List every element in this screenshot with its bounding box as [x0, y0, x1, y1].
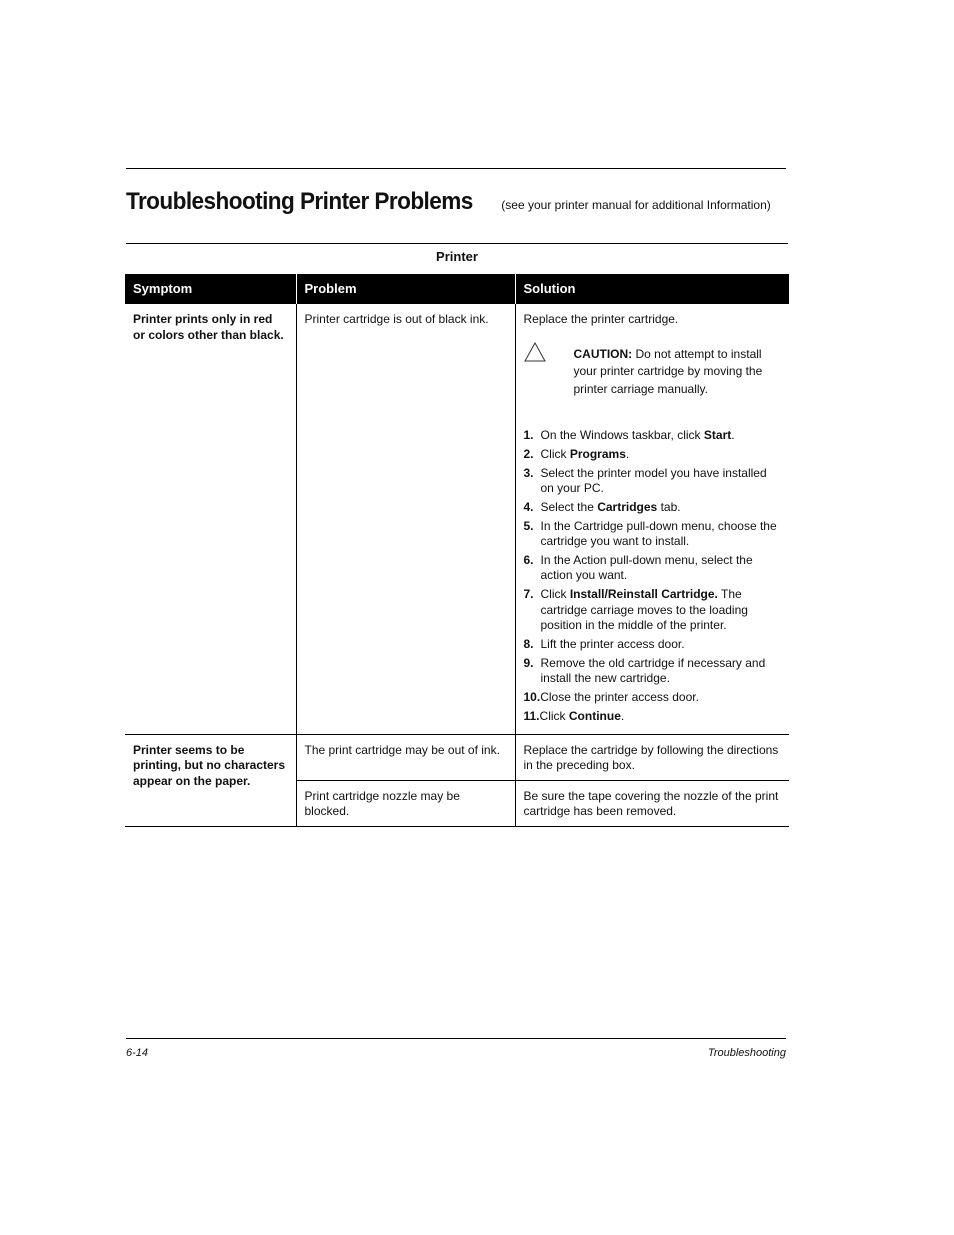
list-item: [524, 656, 782, 687]
list-item: [524, 447, 782, 463]
list-item: [524, 690, 782, 706]
step-number: 8.: [523, 637, 534, 652]
solution-cell: Be sure the tape covering the nozzle of the print cartridge has been removed.: [515, 780, 789, 826]
step-text-tail: .: [620, 708, 625, 723]
step-text-tail: .: [625, 446, 630, 461]
list-item: [524, 553, 782, 584]
caution-label: CAUTION:: [573, 346, 633, 361]
problem-cell: The print cartridge may be out of ink.: [296, 734, 515, 780]
step-text: Click: [540, 446, 570, 461]
page-number: 6-14: [126, 1047, 149, 1059]
symptom-cell: Printer seems to be printing, but no characters appear on the paper.: [125, 734, 296, 826]
list-item: [524, 519, 782, 550]
step-text-tail: tab.: [657, 499, 681, 514]
step-text: Select the printer model you have installed on your PC.: [540, 465, 767, 496]
header-rule: [126, 168, 786, 169]
symptom-cell: Printer prints only in red or colors other than black.: [133, 312, 284, 342]
step-text-tail: .: [731, 428, 735, 442]
solution-cell: Replace the cartridge by following the directions in the preceding box.: [515, 734, 789, 780]
step-number: 10.: [523, 690, 541, 705]
step-text: Select the: [540, 499, 598, 514]
caution-text: Do not attempt to install your printer cartridge by moving the printer carriage manually.: [573, 346, 763, 396]
step-text: On the Windows taskbar, click: [540, 428, 704, 442]
step-text: Lift the printer access door.: [540, 637, 685, 652]
step-bold-text: Cartridges: [597, 499, 658, 514]
step-bold-text: Continue: [568, 708, 621, 723]
table-row: [125, 734, 789, 780]
footer-rule: [126, 1038, 786, 1039]
troubleshooting-table: [125, 274, 789, 827]
solution-cell: [515, 304, 789, 734]
problem-cell: Print cartridge nozzle may be blocked.: [296, 780, 515, 826]
step-number: 3.: [523, 465, 534, 480]
step-text: Click: [539, 708, 569, 723]
step-bold-text: Programs: [569, 446, 626, 461]
page-title: Troubleshooting Printer Problems: [126, 188, 473, 215]
step-text: In the Action pull-down menu, select the action you want.: [540, 552, 753, 583]
steps-list: [524, 428, 782, 724]
step-bold-text: Install/Reinstall Cartridge.: [569, 587, 718, 602]
step-text: In the Cartridge pull-down menu, choose the cartridge you want to install.: [540, 518, 777, 549]
column-header-problem: Problem: [296, 274, 515, 304]
step-number: 2.: [523, 446, 534, 461]
list-item: [524, 428, 782, 444]
page-title-note: (see your printer manual for additional Information): [501, 198, 771, 212]
list-item: [524, 587, 782, 634]
step-number: 6.: [523, 552, 534, 567]
caution-note: [524, 346, 782, 399]
column-header-symptom: Symptom: [125, 274, 296, 304]
list-item: [524, 466, 782, 497]
list-item: [524, 709, 782, 725]
problem-cell: Printer cartridge is out of black ink.: [296, 304, 515, 734]
table-caption: Printer: [436, 249, 478, 264]
step-number: 4.: [523, 499, 534, 514]
footer-section-title: Troubleshooting: [707, 1047, 786, 1059]
list-item: [524, 500, 782, 516]
step-text: Remove the old cartridge if necessary and install the new cartridge.: [540, 655, 766, 686]
step-number: 1.: [523, 428, 534, 442]
step-text: Close the printer access door.: [540, 690, 699, 705]
caution-triangle-icon: [524, 342, 546, 362]
page-title-row: [126, 188, 806, 216]
step-bold-text: Start: [703, 428, 732, 442]
column-header-solution: Solution: [515, 274, 789, 304]
step-number: 11.: [523, 708, 540, 723]
step-number: 5.: [523, 518, 534, 533]
table-row: [125, 304, 789, 734]
step-text-tail: The cartridge carriage moves to the loading position in the middle of the printer.: [540, 587, 748, 633]
solution-intro: Replace the printer cartridge.: [523, 312, 679, 326]
step-number: 9.: [523, 655, 534, 670]
table-header-row: [125, 274, 789, 304]
list-item: [524, 637, 782, 653]
table-caption-rule: [126, 243, 788, 244]
step-number: 7.: [523, 587, 534, 602]
step-text: Click: [540, 587, 570, 602]
